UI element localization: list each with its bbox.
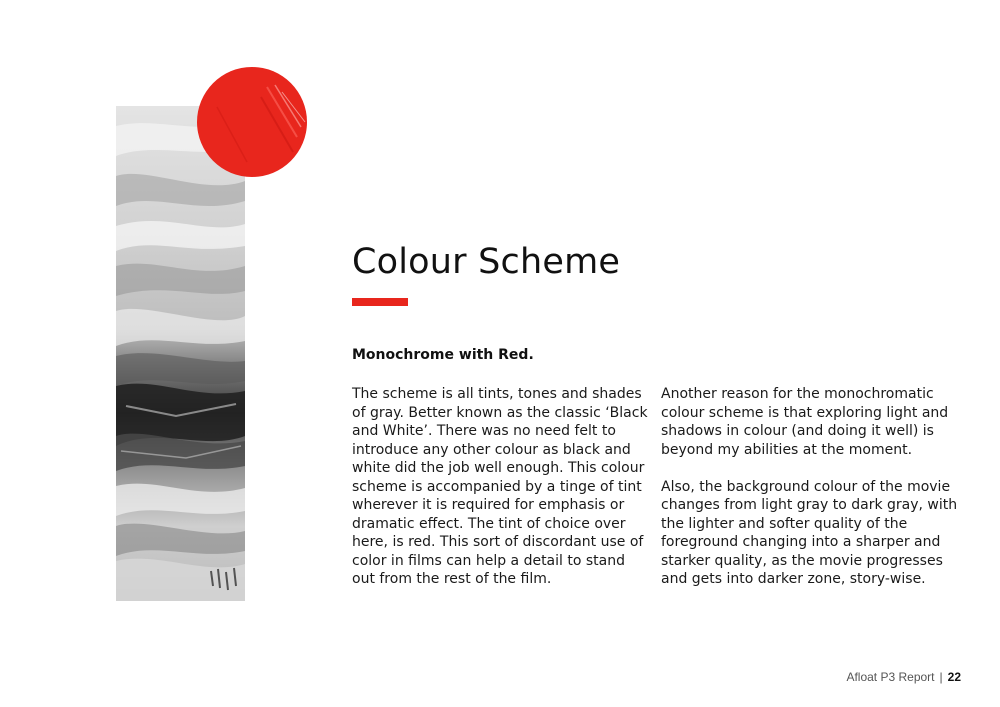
footer-page-number: 22 xyxy=(947,670,961,684)
right-paragraph-2: Also, the background colour of the movie changes from light gray to dark gray, with the lighter and softer quality of the foreground changing into a sharper and starker quality, as the movie progresses and gets into darker zone, story-wise. xyxy=(661,478,958,587)
page-title: Colour Scheme xyxy=(352,242,621,282)
title-underline-accent xyxy=(352,298,408,306)
right-paragraph-1: Another reason for the monochromatic colour scheme is that exploring light and shadows in colour (and doing it well) is beyond my abilities at the moment. xyxy=(661,386,949,458)
red-circle-image xyxy=(197,67,307,177)
section-subtitle: Monochrome with Red. xyxy=(352,347,534,363)
left-paragraph-1: The scheme is all tints, tones and shades of gray. Better known as the classic ‘Black and White’. There was no need felt to introduce any other colour as black and white did the job well enough. This colour scheme is accompanied by a tinge of tint wherever it is required for emphasis or dramatic effect. The tint of choice over here, is red. This sort of discordant use of color in films can help a detail to stand out from the rest of the film. xyxy=(352,386,648,587)
footer-separator: | xyxy=(939,670,943,684)
page-footer xyxy=(846,670,961,684)
footer-report-name: Afloat P3 Report xyxy=(846,670,935,684)
right-text-column xyxy=(661,385,961,589)
left-text-column xyxy=(352,385,652,589)
brushstroke-painting-image xyxy=(116,106,245,601)
